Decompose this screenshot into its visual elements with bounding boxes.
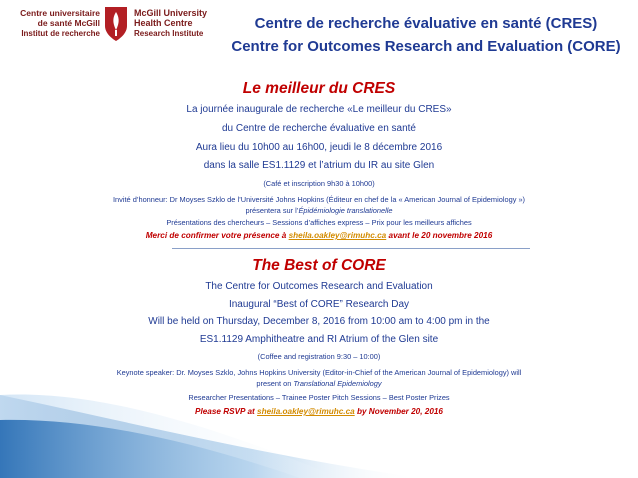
english-keynote-line-1: Keynote speaker: Dr. Moyses Szklo, Johns Hopkins University (Editor-in-Chief of the American Journal of Epidemiology) will	[116, 368, 522, 377]
french-guest-topic: Épidémiologie translationelle	[298, 206, 393, 215]
french-guest-pre: présentera sur l’	[245, 206, 299, 215]
english-line-1: The Centre for Outcomes Research and Evaluation	[205, 281, 433, 292]
logo-fr-line2: de santé McGill	[37, 18, 100, 28]
section-divider	[172, 248, 530, 249]
english-rsvp-email-link[interactable]: sheila.oakley@rimuhc.ca	[257, 407, 355, 416]
english-line-5: (Coffee and registration 9:30 – 10:00)	[257, 352, 381, 361]
french-guest-line-2	[0, 206, 638, 215]
muhc-crest-icon	[103, 4, 129, 44]
logo-en-line3: Research Institute	[134, 29, 204, 38]
french-rsvp	[0, 231, 638, 240]
english-line-2: Inaugural “Best of CORE” Research Day	[228, 299, 410, 310]
french-rsvp-pre: Merci de confirmer votre présence à	[145, 231, 289, 240]
french-sessions: Présentations des chercheurs – Sessions d’affiches express – Prix pour les meilleurs affiches	[166, 218, 472, 227]
french-rsvp-email-link[interactable]: sheila.oakley@rimuhc.ca	[288, 231, 387, 240]
logo-en-line2: Health Centre	[134, 18, 193, 28]
english-rsvp-pre: Please RSVP at	[195, 407, 258, 416]
muhc-logo-english	[134, 8, 234, 39]
logo-fr-line1: Centre universitaire	[20, 8, 100, 18]
french-rsvp-post: avant le 20 novembre 2016	[386, 231, 493, 240]
english-rsvp	[0, 407, 638, 416]
french-line-1: La journée inaugurale de recherche «Le meilleur du CRES»	[186, 104, 452, 115]
title-french: Centre de recherche évaluative en santé (CRES)	[254, 15, 598, 32]
english-line-4: ES1.1129 Amphitheatre and RI Atrium of the Glen site	[199, 334, 439, 345]
french-line-4: dans la salle ES1.1129 et l’atrium du IR au site Glen	[203, 160, 435, 171]
french-line-3: Aura lieu du 10h00 au 16h00, jeudi le 8 décembre 2016	[195, 142, 443, 153]
french-heading: Le meilleur du CRES	[242, 80, 396, 97]
muhc-logo-french	[4, 8, 100, 39]
english-keynote-line-2	[0, 379, 638, 388]
title-english: Centre for Outcomes Research and Evaluation (CORE)	[231, 38, 621, 55]
english-sessions: Researcher Presentations – Trainee Poster Pitch Sessions – Best Poster Prizes	[188, 393, 450, 402]
english-keynote-pre: present on	[256, 379, 294, 388]
english-keynote-topic: Translational Epidemiology	[293, 379, 382, 388]
french-line-2: du Centre de recherche évaluative en santé	[221, 123, 416, 134]
french-line-5: (Café et inscription 9h30 à 10h00)	[263, 179, 375, 188]
english-rsvp-post: by November 20, 2016	[354, 407, 443, 416]
french-guest-line-1: Invité d’honneur: Dr Moyses Szklo de l’Université Johns Hopkins (Éditeur en chef de la « American Journal of Epidemiology »)	[112, 195, 526, 204]
logo-en-line1: McGill University	[134, 8, 208, 18]
english-heading: The Best of CORE	[252, 257, 386, 274]
logo-fr-line3: Institut de recherche	[21, 29, 100, 38]
english-line-3: Will be held on Thursday, December 8, 2016 from 10:00 am to 4:00 pm in the	[148, 316, 490, 327]
